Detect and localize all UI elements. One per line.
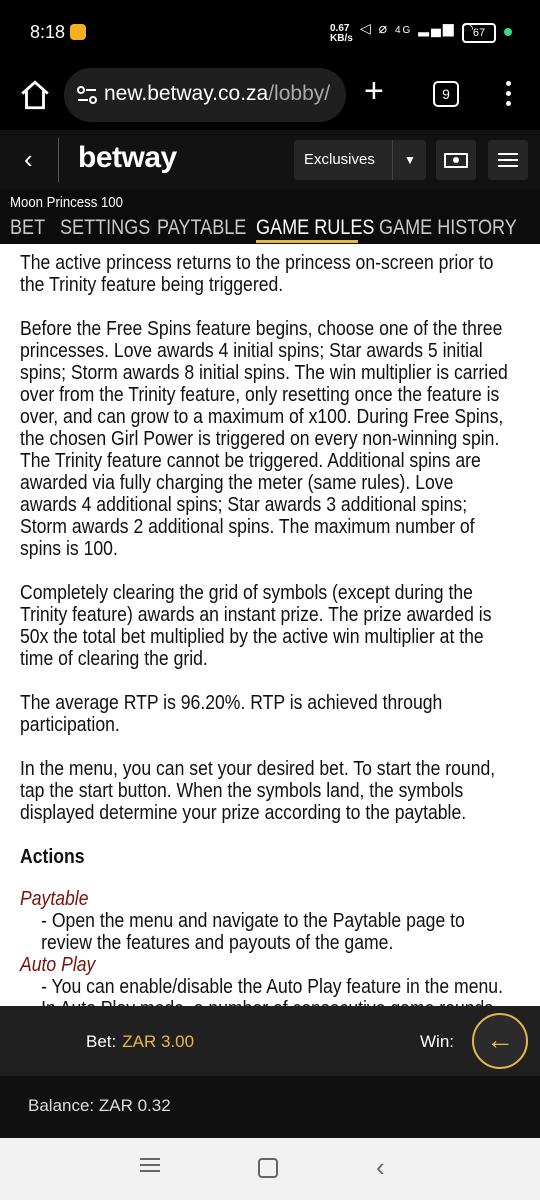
notification-icon (70, 24, 86, 40)
net-speed: 0.67 KB/s (330, 23, 353, 44)
tab-game-history[interactable]: GAME HISTORY (379, 216, 517, 239)
back-arrow-button[interactable]: ← (472, 1013, 528, 1069)
tab-switcher-button[interactable]: 9 (433, 81, 459, 107)
status-bar (0, 0, 540, 64)
bet-bar (0, 1006, 540, 1076)
chevron-down-icon[interactable]: ▼ (392, 140, 427, 180)
game-header (0, 190, 540, 244)
wallet-button[interactable] (436, 140, 476, 180)
win-label: Win: (420, 1032, 454, 1051)
active-tab-indicator (256, 240, 358, 243)
url-host: new.betway.co.za (104, 82, 269, 105)
betway-logo[interactable]: betway (78, 141, 177, 174)
home-icon[interactable] (18, 78, 52, 112)
tab-game-rules[interactable]: GAME RULES (256, 216, 375, 239)
network-type: 4G (394, 25, 413, 36)
exclusives-dropdown[interactable] (294, 140, 426, 180)
cash-icon (444, 153, 468, 168)
game-title: Moon Princess 100 (10, 194, 123, 211)
tab-paytable[interactable]: PAYTABLE (157, 216, 247, 239)
divider (58, 138, 59, 182)
action-term-paytable: Paytable (20, 888, 89, 910)
browser-toolbar (0, 64, 540, 130)
privacy-dot-icon (504, 28, 512, 36)
url-text (104, 82, 340, 106)
bet-label: Bet: (86, 1032, 117, 1051)
back-chevron-icon[interactable]: ‹ (24, 144, 33, 174)
status-time: 8:18 (30, 22, 66, 42)
balance-bar (0, 1076, 540, 1138)
action-desc-paytable: - Open the menu and navigate to the Paytable page to review the features and payouts of the game. (41, 910, 465, 954)
bet-value: ZAR 3.00 (122, 1032, 195, 1051)
rules-paragraph: The active princess returns to the princess on-screen prior to the Trinity feature being triggered. (20, 252, 494, 296)
actions-heading: Actions (20, 846, 85, 868)
rules-paragraph: The average RTP is 96.20%. RTP is achieved through participation. (20, 692, 443, 736)
new-tab-icon[interactable]: + (364, 72, 384, 110)
tab-settings[interactable]: SETTINGS (60, 216, 151, 239)
address-bar[interactable] (64, 68, 346, 122)
back-nav-icon[interactable]: ‹ (376, 1152, 385, 1182)
rules-panel[interactable] (0, 244, 540, 1006)
action-term-autoplay: Auto Play (20, 954, 96, 976)
signal-icons: ◁ ⌀ 4G ▂▄▆ ◠ (360, 20, 476, 36)
bet-display (86, 1032, 194, 1052)
more-options-icon[interactable] (500, 78, 516, 110)
battery-icon: 67 (462, 23, 496, 43)
url-path: /lobby/ (268, 82, 331, 105)
action-desc-autoplay: - You can enable/disable the Auto Play feature in the menu. (41, 976, 503, 998)
system-nav-bar (0, 1138, 540, 1200)
rules-paragraph: In the menu, you can set your desired bet. To start the round, tap the start button. When the symbols land, the symbols displayed determine your prize according to the paytable. (20, 758, 496, 824)
tab-bet[interactable]: BET (10, 216, 46, 239)
exclusives-label: Exclusives (304, 151, 375, 168)
rules-paragraph: Completely clearing the grid of symbols (except during the Trinity feature) awards an instant prize. The prize awarded is 50x the total bet multiplied by the active win multiplier at the time of clearing the grid. (20, 582, 492, 670)
balance-text: Balance: ZAR 0.32 (28, 1096, 171, 1115)
recents-icon[interactable] (140, 1154, 160, 1176)
hamburger-menu-button[interactable] (488, 140, 528, 180)
rules-text (20, 252, 513, 1042)
site-header (0, 130, 540, 190)
home-nav-icon[interactable] (258, 1158, 278, 1178)
rules-paragraph: Before the Free Spins feature begins, choose one of the three princesses. Love awards 4 initial spins; Star awards 5 initial spins; Storm awards 8 initial spins. The win multiplier is carried over from the Trinity feature, only resetting once the feature is over, and can grow to a maximum of x100. During Free Spins, the chosen Girl Power is triggered on every non-winning spin. The Trinity feature cannot be triggered. Additional spins are awarded via fully charging the meter (same rules). Love awards 4 additional spins; Star awards 3 additional spins; Storm awards 2 additional spins. The maximum number of spins is 100. (20, 318, 508, 560)
site-settings-icon[interactable] (76, 84, 98, 106)
